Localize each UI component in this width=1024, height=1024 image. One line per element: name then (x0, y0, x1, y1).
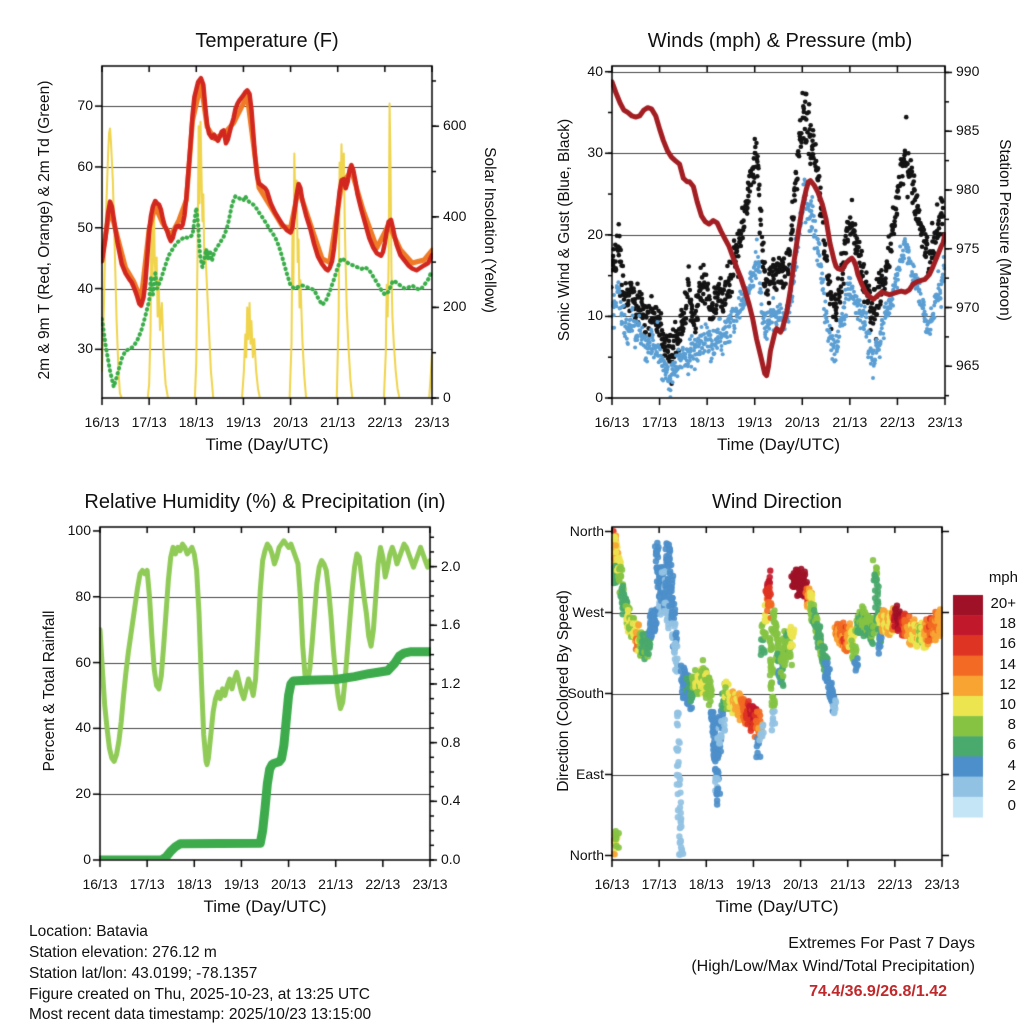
tick-label: 100 (67, 521, 91, 538)
tick-label: 21/13 (832, 414, 868, 430)
tick-label: 970 (956, 298, 980, 315)
tick-label: 19/13 (737, 414, 773, 430)
tick-label: 60 (75, 653, 91, 670)
tick-label: 2.0 (441, 557, 461, 574)
yaxis-label-direction-left: Direction (Colored By Speed) (555, 590, 572, 792)
footer-location: Location: Batavia (29, 923, 148, 940)
tick-label: 0.4 (441, 792, 461, 809)
tick-label: 22/13 (877, 876, 913, 892)
tick-label: 16/13 (82, 876, 118, 892)
tick-label: 60 (77, 157, 93, 174)
xaxis-label-direction: Time (Day/UTC) (715, 897, 839, 916)
tick-label: 1.6 (441, 616, 461, 633)
tick-label: 600 (443, 117, 467, 134)
tick-label: 0.0 (441, 851, 461, 867)
tick-label: 16/13 (594, 414, 630, 430)
tick-label: East (575, 765, 604, 782)
tick-label: North (569, 522, 604, 539)
colorbar-label: 18 (999, 615, 1016, 633)
tick-label: 17/13 (642, 414, 678, 430)
colorbar-label: 4 (1007, 756, 1016, 774)
tick-label: 16/13 (594, 876, 630, 892)
tick-label: 17/13 (129, 876, 165, 892)
tick-label: North (569, 846, 604, 863)
footer-latlon: Station lat/lon: 43.0199; -78.1357 (29, 965, 258, 982)
tick-label: 30 (77, 340, 93, 357)
tick-label: 50 (77, 218, 93, 235)
tick-label: 23/13 (924, 876, 960, 892)
tick-label: 21/13 (320, 414, 356, 430)
tick-label: 985 (956, 122, 980, 139)
colorbar-label: 10 (999, 696, 1016, 713)
tick-label: 17/13 (131, 414, 167, 430)
footer-created: Figure created on Thu, 2025-10-23, at 13:25 UTC (29, 986, 370, 1003)
colorbar-label: 2 (1007, 776, 1016, 794)
chart-title-winds-pressure: Winds (mph) & Pressure (mb) (647, 30, 913, 52)
footer-elevation: Station elevation: 276.12 m (29, 944, 217, 961)
tick-label: 19/13 (735, 876, 771, 892)
xaxis-label-winds: Time (Day/UTC) (716, 435, 841, 454)
extremes-subtitle: (High/Low/Max Wind/Total Precipitation) (691, 958, 975, 975)
tick-label: 22/13 (365, 876, 401, 892)
tick-label: 20/13 (273, 414, 309, 430)
tick-label: 23/13 (412, 876, 448, 892)
footer-timestamp: Most recent data timestamp: 2025/10/23 13:15:00 (29, 1006, 372, 1023)
tick-label: 80 (75, 587, 91, 604)
tick-label: 975 (956, 239, 980, 256)
yaxis-label-wind-left: Sonic Wind & Gust (Blue, Black) (556, 118, 573, 342)
tick-label: 20 (587, 225, 603, 242)
tick-label: 20/13 (783, 876, 819, 892)
tick-label: 30 (587, 144, 603, 161)
colorbar-label: 16 (999, 635, 1016, 653)
extremes-title: Extremes For Past 7 Days (788, 935, 975, 952)
tick-label: 20/13 (271, 876, 307, 892)
tick-label: 18/13 (176, 876, 212, 892)
colorbar-label: 14 (999, 655, 1016, 673)
colorbar-label: 20+ (990, 595, 1016, 613)
tick-label: 20 (75, 785, 91, 802)
tick-label: 18/13 (689, 414, 725, 430)
tick-label: West (572, 603, 604, 620)
chart-title-rh-precip: Relative Humidity (%) & Precipitation (in) (84, 491, 446, 513)
tick-label: South (567, 684, 604, 701)
tick-label: 40 (75, 719, 91, 736)
tick-label: 20/13 (784, 414, 820, 430)
tick-label: 400 (443, 207, 467, 224)
yaxis-label-solar-right: Solar Insolation (Yellow) (481, 147, 498, 313)
tick-label: 16/13 (84, 414, 120, 430)
tick-label: 17/13 (641, 876, 677, 892)
tick-label: 19/13 (223, 876, 259, 892)
yaxis-label-rh-left: Percent & Total Rainfall (41, 610, 58, 772)
tick-label: 22/13 (367, 414, 403, 430)
colorbar-label: 12 (999, 675, 1016, 693)
tick-label: 0 (443, 389, 451, 405)
chart-title-wind-direction: Wind Direction (711, 491, 843, 513)
tick-label: 70 (77, 97, 93, 114)
tick-label: 0.8 (441, 733, 461, 750)
tick-label: 200 (443, 298, 467, 315)
tick-label: 21/13 (830, 876, 866, 892)
tick-label: 0 (83, 851, 91, 867)
tick-label: 22/13 (879, 414, 915, 430)
tick-label: 21/13 (318, 876, 354, 892)
extremes-values: 74.4/36.9/26.8/1.42 (809, 983, 947, 1000)
tick-label: 1.2 (441, 674, 461, 691)
tick-label: 40 (77, 279, 93, 296)
xaxis-label-temperature: Time (Day/UTC) (205, 435, 329, 454)
tick-label: 980 (956, 180, 980, 197)
yaxis-label-pressure-right: Station Pressure (Maroon) (996, 139, 1013, 321)
xaxis-label-rh: Time (Day/UTC) (203, 897, 327, 916)
tick-label: 10 (587, 307, 603, 324)
colorbar-label: 0 (1007, 796, 1016, 814)
tick-label: 0 (595, 389, 603, 405)
tick-label: 19/13 (225, 414, 261, 430)
tick-label: 990 (956, 63, 980, 80)
colorbar-title: mph (988, 569, 1018, 586)
yaxis-label-temperature-left: 2m & 9m T (Red, Orange) & 2m Td (Green) (36, 80, 53, 380)
tick-label: 40 (587, 62, 603, 79)
tick-label: 18/13 (688, 876, 724, 892)
tick-label: 965 (956, 357, 980, 374)
tick-label: 23/13 (927, 414, 963, 430)
chart-title-temperature: Temperature (F) (195, 30, 339, 52)
colorbar-label: 8 (1007, 716, 1016, 734)
tick-label: 23/13 (414, 414, 450, 430)
colorbar-label: 6 (1007, 736, 1016, 754)
tick-label: 18/13 (178, 414, 214, 430)
